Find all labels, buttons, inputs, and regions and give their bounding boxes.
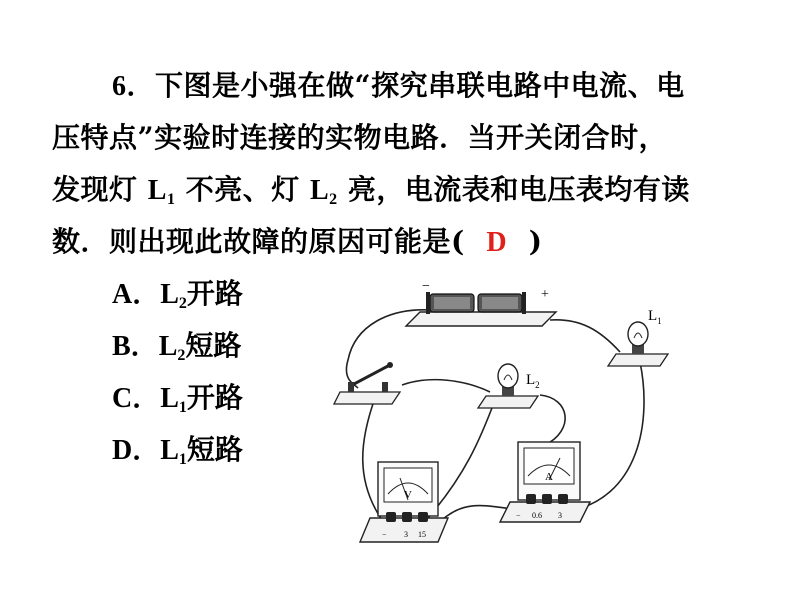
question-line-3 bbox=[52, 174, 690, 207]
wire-battery-lamp1 bbox=[550, 320, 620, 352]
lamp-l2 bbox=[478, 364, 540, 408]
lamp-ref-l2: $L_2$ bbox=[309, 175, 338, 208]
option-a-letter: A． bbox=[112, 279, 161, 310]
question-text-3c: 亮，电流表和电压表均有读 bbox=[347, 173, 690, 206]
answer-mark: D bbox=[486, 227, 508, 258]
option-d-letter: D． bbox=[112, 435, 161, 466]
voltmeter-terminal-15: 15 bbox=[418, 530, 426, 539]
voltmeter-terminal-3: 3 bbox=[404, 530, 408, 539]
question-text-3a: 发现灯 bbox=[52, 173, 138, 206]
question-text-3b: 不亮、灯 bbox=[185, 173, 300, 206]
voltmeter bbox=[360, 462, 448, 542]
voltmeter-terminal-minus: − bbox=[382, 530, 387, 539]
switch bbox=[334, 362, 400, 404]
option-b-letter: B． bbox=[112, 331, 159, 362]
lamp-l2-label: $L_2$ bbox=[526, 372, 540, 390]
lamp-l1-label: $L_1$ bbox=[648, 308, 662, 326]
option-b-lamp: $L_2$ bbox=[158, 331, 186, 364]
option-a-text: 开路 bbox=[186, 277, 243, 310]
battery-plus-label: + bbox=[541, 287, 549, 302]
question-text-1: 下图是小强在做“探究串联电路中电流、电 bbox=[155, 69, 685, 102]
ammeter-terminal-3: 3 bbox=[558, 511, 562, 520]
option-a-lamp: $L_2$ bbox=[160, 279, 187, 312]
question-number: 6． bbox=[112, 71, 156, 102]
question-text-4a: 数．则出现此故障的原因可能是( bbox=[52, 225, 465, 258]
voltmeter-symbol: V bbox=[404, 489, 412, 501]
option-d-lamp: $L_1$ bbox=[160, 435, 187, 468]
question-text-2: 压特点”实验时连接的实物电路．当开关闭合时， bbox=[52, 121, 668, 154]
battery bbox=[406, 280, 556, 326]
option-c-lamp: $L_1$ bbox=[160, 383, 187, 416]
option-c-letter: C． bbox=[112, 383, 161, 414]
ammeter-symbol: A bbox=[545, 471, 553, 483]
option-c bbox=[112, 382, 243, 415]
ammeter bbox=[500, 442, 590, 522]
question-line-2 bbox=[52, 122, 667, 154]
lamp-l1 bbox=[608, 308, 668, 366]
option-a bbox=[112, 278, 243, 311]
circuit-diagram bbox=[330, 280, 680, 555]
wire-switch-lamp2 bbox=[402, 380, 490, 392]
option-d-text: 短路 bbox=[186, 433, 243, 466]
question-text-4b: ) bbox=[528, 225, 543, 258]
battery-minus-label: − bbox=[422, 280, 430, 294]
question-line-1 bbox=[112, 70, 685, 103]
lamp-ref-l1: $L_1$ bbox=[147, 175, 176, 208]
ammeter-terminal-minus: − bbox=[516, 511, 521, 520]
option-c-text: 开路 bbox=[186, 381, 243, 414]
question-line-4 bbox=[52, 226, 543, 259]
ammeter-terminal-0-6: 0.6 bbox=[532, 511, 542, 520]
wire-lamp2-ammeter bbox=[540, 395, 565, 445]
option-b-text: 短路 bbox=[185, 329, 242, 362]
option-d bbox=[112, 434, 243, 467]
option-b bbox=[112, 330, 241, 363]
